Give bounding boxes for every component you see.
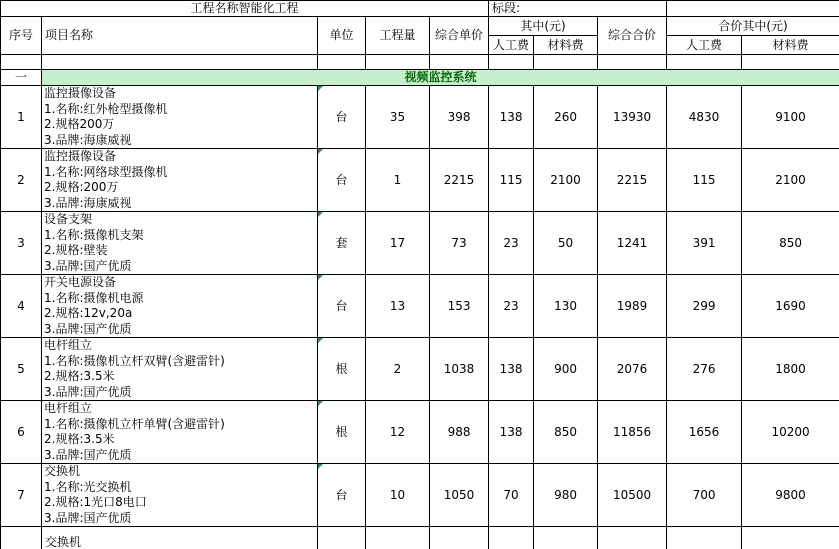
name-line: 3.品牌:国产优质: [44, 321, 132, 336]
col-total-header[interactable]: 综合合价: [598, 17, 667, 55]
name-line: 1.名称:光交换机: [44, 479, 132, 494]
row-total-labor[interactable]: 700: [667, 464, 742, 527]
row-name[interactable]: [42, 86, 318, 149]
cell-comment-marker: [318, 338, 323, 343]
name-line: 3.品牌:国产优质: [44, 447, 132, 462]
name-line: 1.名称:红外枪型摄像机: [44, 101, 168, 116]
row-total-labor[interactable]: 1656: [667, 401, 742, 464]
name-line: 2.规格:3.5米: [44, 432, 115, 446]
unit-text: 台: [335, 172, 348, 187]
row-total[interactable]: 10500: [598, 464, 667, 527]
empty-cell[interactable]: [667, 55, 742, 70]
row-total[interactable]: 2076: [598, 338, 667, 401]
table-row: [1, 275, 839, 338]
table-row: [1, 464, 839, 527]
row-qty[interactable]: 1: [366, 149, 430, 212]
section-row: [1, 70, 839, 86]
row-labor[interactable]: 138: [489, 338, 534, 401]
row-material[interactable]: 980: [534, 464, 598, 527]
row-unit[interactable]: [318, 338, 366, 401]
row-total-material[interactable]: [742, 527, 839, 549]
name-line: 3.品牌:海康威视: [44, 132, 132, 147]
cell-comment-marker: [318, 149, 323, 154]
row-labor[interactable]: 115: [489, 149, 534, 212]
row-qty[interactable]: [366, 527, 430, 549]
col-name-header[interactable]: 项目名称: [42, 17, 318, 55]
row-material[interactable]: 50: [534, 212, 598, 275]
row-name[interactable]: [42, 338, 318, 401]
col-total-labor-header[interactable]: 人工费: [667, 36, 742, 55]
row-qty[interactable]: 13: [366, 275, 430, 338]
row-index[interactable]: 6: [1, 401, 42, 464]
row-labor[interactable]: 23: [489, 212, 534, 275]
empty-cell[interactable]: [366, 55, 430, 70]
section-label[interactable]: 标段:: [489, 1, 667, 17]
section-index[interactable]: 一: [1, 70, 42, 86]
empty-cell[interactable]: [489, 55, 534, 70]
table-row: [1, 212, 839, 275]
row-total-labor[interactable]: 276: [667, 338, 742, 401]
name-line: 1.名称:摄像机电源: [44, 290, 144, 305]
row-total[interactable]: 11856: [598, 401, 667, 464]
row-labor[interactable]: 23: [489, 275, 534, 338]
table-row: [1, 338, 839, 401]
row-total-labor[interactable]: 4830: [667, 86, 742, 149]
row-total-material[interactable]: 9100: [742, 86, 839, 149]
row-index[interactable]: 1: [1, 86, 42, 149]
row-unit[interactable]: [318, 464, 366, 527]
project-title[interactable]: 工程名称智能化工程: [1, 1, 489, 17]
name-line: 3.品牌:国产优质: [44, 510, 132, 525]
title-row: [1, 1, 839, 17]
header-row-1: [1, 17, 839, 36]
name-line: 电杆组立: [44, 401, 93, 415]
col-total-material-header[interactable]: 材料费: [742, 36, 839, 55]
table-row: [1, 401, 839, 464]
unit-text: 台: [335, 487, 348, 502]
row-qty[interactable]: 17: [366, 212, 430, 275]
empty-cell[interactable]: [430, 55, 489, 70]
unit-text: 台: [335, 109, 348, 124]
row-total[interactable]: 1241: [598, 212, 667, 275]
row-total-labor[interactable]: [667, 527, 742, 549]
row-unit[interactable]: [318, 86, 366, 149]
row-unit[interactable]: [318, 401, 366, 464]
col-material-header[interactable]: 材料费: [534, 36, 598, 55]
unit-text: 根: [335, 424, 348, 439]
empty-cell[interactable]: [742, 55, 839, 70]
row-material[interactable]: 850: [534, 401, 598, 464]
row-material[interactable]: [534, 527, 598, 549]
name-line: 2.规格:3.5米: [44, 369, 115, 383]
unit-text: 套: [335, 235, 348, 250]
name-line: 1.名称:摄像机立杆单臂(含避雷针): [44, 416, 225, 431]
name-line: 2.规格:1光口8电口: [44, 495, 147, 509]
row-unit[interactable]: [318, 149, 366, 212]
row-total-material[interactable]: 9800: [742, 464, 839, 527]
cell-comment-marker: [318, 464, 323, 469]
row-material[interactable]: 260: [534, 86, 598, 149]
row-material[interactable]: 130: [534, 275, 598, 338]
row-total[interactable]: [598, 527, 667, 549]
row-unit-price[interactable]: 1038: [430, 338, 489, 401]
name-line: 1.名称:网络球型摄像机: [44, 164, 168, 179]
row-unit-price[interactable]: 1050: [430, 464, 489, 527]
row-labor[interactable]: 138: [489, 86, 534, 149]
row-qty[interactable]: 2: [366, 338, 430, 401]
row-index[interactable]: 5: [1, 338, 42, 401]
name-line: 2.规格200万: [44, 117, 115, 131]
name-line: 1.名称:摄像机立杆双臂(含避雷针): [44, 353, 225, 368]
name-line: 3.品牌:海康威视: [44, 195, 132, 210]
row-unit-price[interactable]: 73: [430, 212, 489, 275]
row-name[interactable]: [42, 149, 318, 212]
empty-cell[interactable]: [318, 55, 366, 70]
spacer-row: [1, 55, 839, 70]
name-line: 2.规格:壁装: [44, 243, 108, 257]
row-unit[interactable]: [318, 275, 366, 338]
table-row: [1, 86, 839, 149]
table-row: [1, 149, 839, 212]
row-name[interactable]: [42, 275, 318, 338]
row-total[interactable]: 1989: [598, 275, 667, 338]
row-material[interactable]: 2100: [534, 149, 598, 212]
row-unit[interactable]: [318, 527, 366, 549]
row-index[interactable]: [1, 527, 42, 549]
row-total-material[interactable]: 850: [742, 212, 839, 275]
name-line: 监控摄像设备: [44, 86, 117, 100]
row-total-material[interactable]: 2100: [742, 149, 839, 212]
cell-comment-marker: [318, 275, 323, 280]
row-unit-price[interactable]: 2215: [430, 149, 489, 212]
name-line: 电杆组立: [44, 338, 93, 352]
col-index-header[interactable]: 序号: [1, 17, 42, 55]
row-unit-price[interactable]: [430, 527, 489, 549]
col-of-which-header[interactable]: 其中(元): [489, 17, 598, 36]
empty-cell[interactable]: [42, 55, 318, 70]
name-line: 开关电源设备: [44, 275, 117, 289]
row-index[interactable]: 4: [1, 275, 42, 338]
name-line: 2.规格:12v,20a: [44, 306, 133, 320]
section-title[interactable]: 视频监控系统: [42, 70, 839, 86]
row-total-labor[interactable]: 115: [667, 149, 742, 212]
col-labor-header[interactable]: 人工费: [489, 36, 534, 55]
unit-text: 根: [335, 361, 348, 376]
blank-title-cell[interactable]: [667, 1, 839, 17]
row-index[interactable]: 2: [1, 149, 42, 212]
table-row-partial: [1, 527, 839, 549]
row-unit-price[interactable]: 398: [430, 86, 489, 149]
row-unit-price[interactable]: 153: [430, 275, 489, 338]
name-line: 1.名称:摄像机支架: [44, 227, 144, 242]
row-qty[interactable]: 35: [366, 86, 430, 149]
row-qty[interactable]: 12: [366, 401, 430, 464]
row-labor[interactable]: [489, 527, 534, 549]
unit-text: 台: [335, 298, 348, 313]
row-index[interactable]: 3: [1, 212, 42, 275]
empty-cell[interactable]: [598, 55, 667, 70]
row-name[interactable]: 交换机: [42, 527, 318, 549]
row-total-material[interactable]: 10200: [742, 401, 839, 464]
cell-comment-marker: [318, 212, 323, 217]
name-line: 2.规格:200万: [44, 180, 119, 194]
col-unit-price-header[interactable]: 综合单价: [430, 17, 489, 55]
col-qty-header[interactable]: 工程量: [366, 17, 430, 55]
row-qty[interactable]: 10: [366, 464, 430, 527]
col-unit-header[interactable]: 单位: [318, 17, 366, 55]
empty-cell[interactable]: [1, 55, 42, 70]
row-labor[interactable]: 138: [489, 401, 534, 464]
row-total-material[interactable]: 1690: [742, 275, 839, 338]
name-line: 3.品牌:国产优质: [44, 258, 132, 273]
row-total-material[interactable]: 1800: [742, 338, 839, 401]
row-total-labor[interactable]: 299: [667, 275, 742, 338]
row-unit[interactable]: [318, 212, 366, 275]
cell-comment-marker: [318, 401, 323, 406]
row-name[interactable]: [42, 401, 318, 464]
row-labor[interactable]: 70: [489, 464, 534, 527]
name-line: 设备支架: [44, 212, 93, 226]
row-unit-price[interactable]: 988: [430, 401, 489, 464]
row-material[interactable]: 900: [534, 338, 598, 401]
row-total[interactable]: 2215: [598, 149, 667, 212]
row-name[interactable]: [42, 464, 318, 527]
row-total-labor[interactable]: 391: [667, 212, 742, 275]
row-total[interactable]: 13930: [598, 86, 667, 149]
empty-cell[interactable]: [534, 55, 598, 70]
row-index[interactable]: 7: [1, 464, 42, 527]
cell-comment-marker: [318, 86, 323, 91]
name-line: 监控摄像设备: [44, 149, 117, 163]
row-name[interactable]: [42, 212, 318, 275]
name-line: 3.品牌:国产优质: [44, 384, 132, 399]
col-total-of-which-header[interactable]: 合价其中(元): [667, 17, 839, 36]
name-line: 交换机: [44, 464, 81, 478]
